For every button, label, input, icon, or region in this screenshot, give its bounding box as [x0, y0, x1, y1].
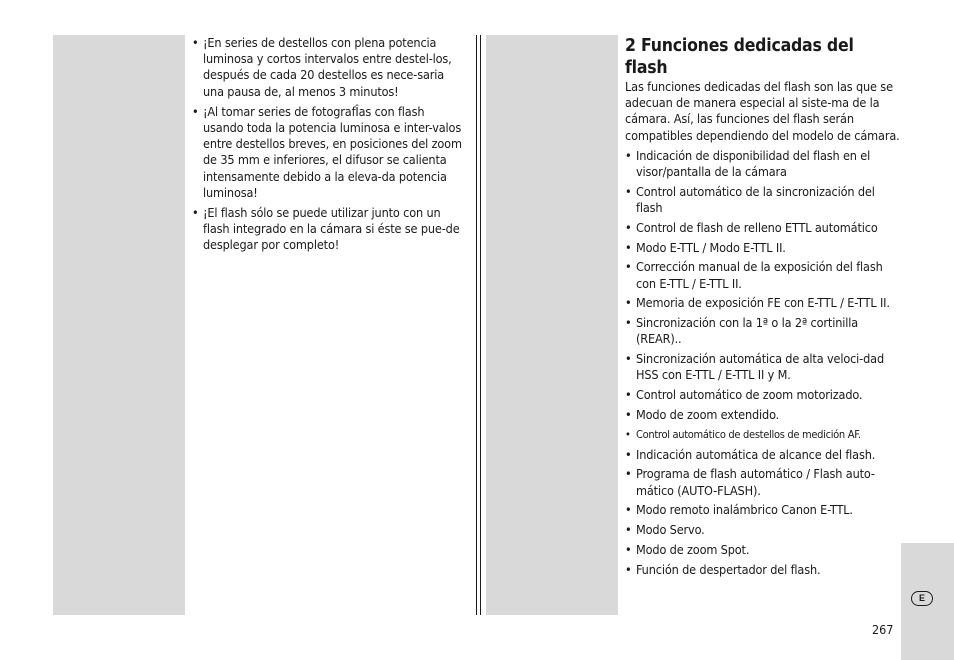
list-item: • Indicación automática de alcance del flash. [625, 447, 900, 463]
list-item: • ¡El flash sólo se puede utilizar junto con un flash integrado en la cámara si éste se pue-de desplegar por completo! [192, 205, 468, 254]
feature-list [625, 148, 900, 578]
list-item: • ¡Al tomar series de fotografÎas con flash usando toda la potencia luminosa e inter-valos entre destellos breves, en posiciones del zoom de 35 mm e inferiores, el difusor se calienta intensamente debido a la eleva-da potencia luminosa! [192, 104, 468, 201]
left-text-column [192, 35, 468, 258]
left-margin-block [53, 35, 185, 615]
list-item: • Corrección manual de la exposición del flash con E-TTL / E-TTL II. [625, 259, 900, 291]
page-number: 267 [872, 622, 894, 637]
list-item: • Programa de flash automático / Flash auto-mático (AUTO-FLASH). [625, 466, 900, 498]
list-item: • ¡En series de destellos con plena potencia luminosa y cortos intervalos entre destel-los, después de cada 20 destellos es nece-saria una pausa de, al menos 3 minutos! [192, 35, 468, 100]
list-item: • Función de despertador del flash. [625, 562, 900, 578]
language-badge: E [911, 591, 933, 606]
section-title: 2 Funciones dedicadas del flash [625, 36, 854, 78]
list-item: • Control automático de zoom motorizado. [625, 387, 900, 403]
list-item: • Control automático de destellos de medición AF. [625, 427, 900, 443]
list-item: • Modo remoto inalámbrico Canon E-TTL. [625, 502, 900, 518]
list-item: • Modo Servo. [625, 522, 900, 538]
column-divider-line [476, 35, 477, 615]
list-item: • Modo de zoom Spot. [625, 542, 900, 558]
list-item: • Indicación de disponibilidad del flash en el visor/pantalla de la cámara [625, 148, 900, 180]
list-item: • Sincronización con la 1ª o la 2ª cortinilla (REAR).. [625, 315, 900, 347]
list-item: • Modo de zoom extendido. [625, 407, 900, 423]
list-item: • Memoria de exposición FE con E-TTL / E-TTL II. [625, 295, 900, 311]
list-item: • Control automático de la sincronización del flash [625, 184, 900, 216]
warning-list [192, 35, 468, 254]
right-text-column [625, 35, 900, 582]
column-divider-line [480, 35, 481, 615]
list-item: • Modo E-TTL / Modo E-TTL II. [625, 240, 900, 256]
list-item: • Sincronización automática de alta veloci-dad HSS con E-TTL / E-TTL II y M. [625, 351, 900, 383]
middle-margin-block [486, 35, 618, 615]
list-item: • Control de flash de relleno ETTL automático [625, 220, 900, 236]
section-intro: Las funciones dedicadas del flash son las que se adecuan de manera especial al siste-ma de la cámara. Así, las funciones del flash serán compatibles dependiendo del modelo de cámara. [625, 79, 900, 143]
